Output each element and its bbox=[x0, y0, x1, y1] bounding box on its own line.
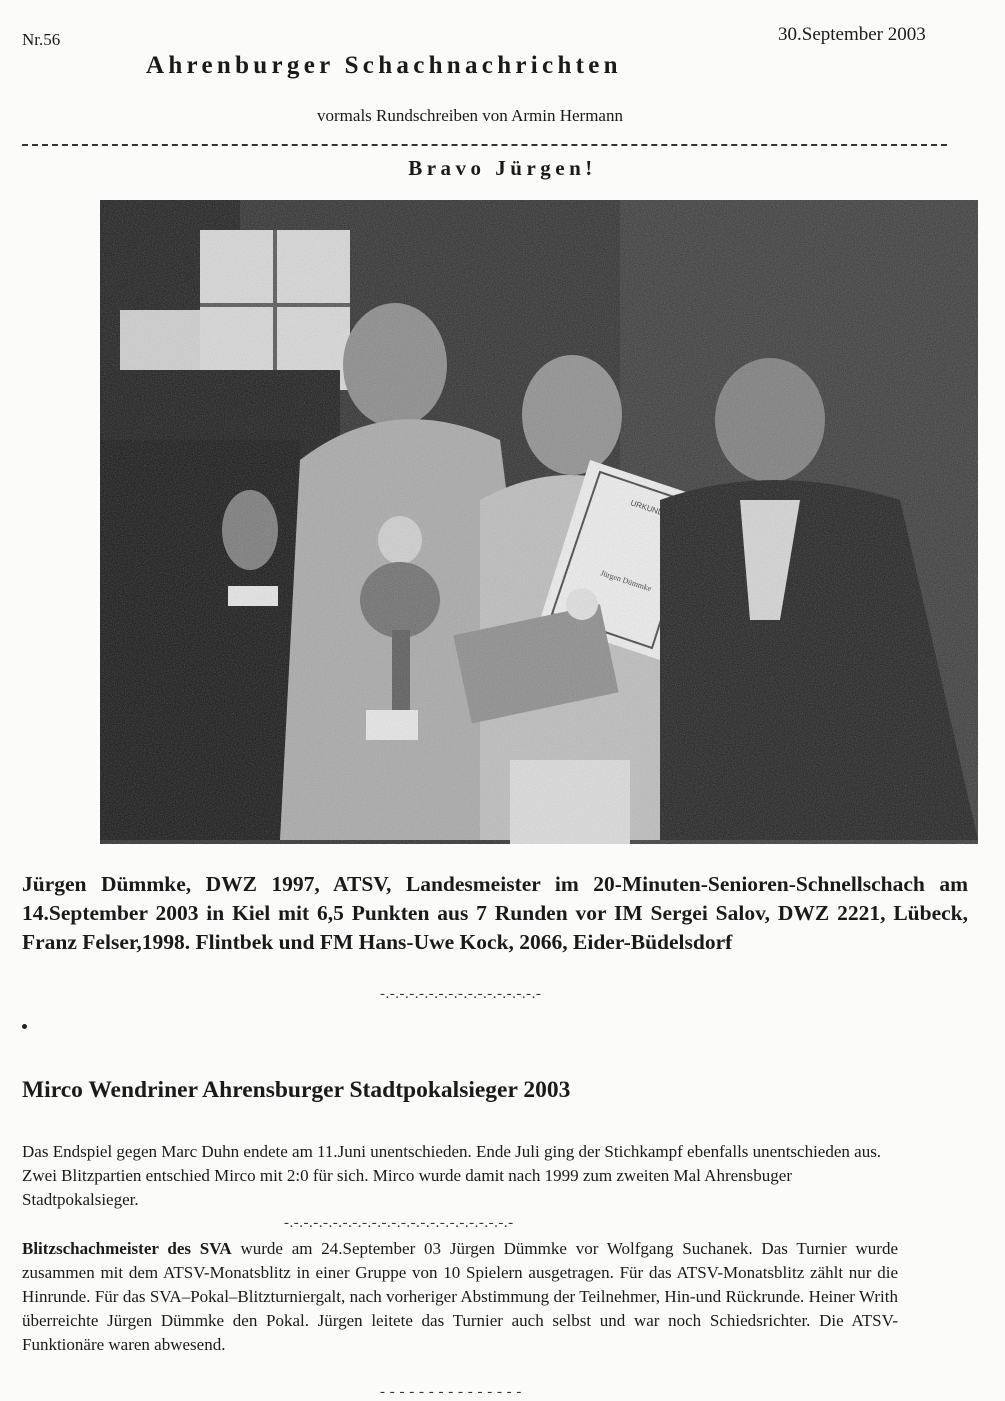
separator: -.-.-.-.-.-.-.-.-.-.-.-.-.-.-.-.-.-.-.-.-.-.-.- bbox=[284, 1215, 514, 1231]
article-paragraph-2 bbox=[22, 1237, 898, 1357]
photo-caption: Jürgen Dümmke, DWZ 1997, ATSV, Landesmeister im 20-Minuten-Senioren-Schnellschach am 14.September 2003 in Kiel mit 6,5 Punkten aus 7 Runden vor IM Sergei Salov, DWZ 2221, Lübeck, Franz Felser,1998. Flintbek und FM Hans-Uwe Kock, 2066, Eider-Büdelsdorf bbox=[22, 872, 968, 954]
separator: - - - - - - - - - - - - - - - bbox=[380, 1384, 522, 1400]
article-paragraph-1: Das Endspiel gegen Marc Duhn endete am 11.Juni unentschieden. Ende Juli ging der Stichkampf ebenfalls unentschieden aus. Zwei Blitzpartien entschied Mirco mit 2:0 für sich. Mirco wurde damit nach 1999 zum zweiten Mal Ahrensbuger Stadtpokalsieger. bbox=[22, 1142, 882, 1209]
bullet-dot bbox=[22, 1024, 27, 1029]
award-photo bbox=[100, 200, 978, 844]
article-heading: Mirco Wendriner Ahrensburger Stadtpokalsieger 2003 bbox=[22, 1077, 571, 1103]
paragraph-lead: Blitzschachmeister des SVA bbox=[22, 1239, 232, 1258]
issue-number: Nr.56 bbox=[22, 30, 61, 49]
header-divider bbox=[22, 144, 947, 146]
headline: Bravo Jürgen! bbox=[408, 156, 597, 180]
newsletter-title: Ahrenburger Schachnachrichten bbox=[146, 52, 622, 79]
paragraph-text: wurde am 24.September 03 Jürgen Dümmke vor Wolfgang Suchanek. Das Turnier wurde zusammen mit dem ATSV-Monatsblitz in einer Gruppe von 10 Spielern ausgetragen. Für das ATSV-Monatsblitz zählt nur die Hinrunde. Für das SVA–Pokal–Blitzturniergalt, nach vorheriger Abstimmung der Teilnehmer, Hin-und Rückrunde. Heiner Writh überreichte Jürgen Dümmke den Pokal. Jürgen leitete das Turnier auch selbst und war noch Schiedsrichter. Die ATSV-Funktionäre waren abwesend. bbox=[22, 1239, 899, 1354]
issue-date: 30.September 2003 bbox=[778, 24, 926, 45]
separator: -.-.-.-.-.-.-.-.-.-.-.-.-.-.-.-.- bbox=[380, 986, 542, 1002]
newsletter-subtitle: vormals Rundschreiben von Armin Hermann bbox=[317, 106, 623, 125]
